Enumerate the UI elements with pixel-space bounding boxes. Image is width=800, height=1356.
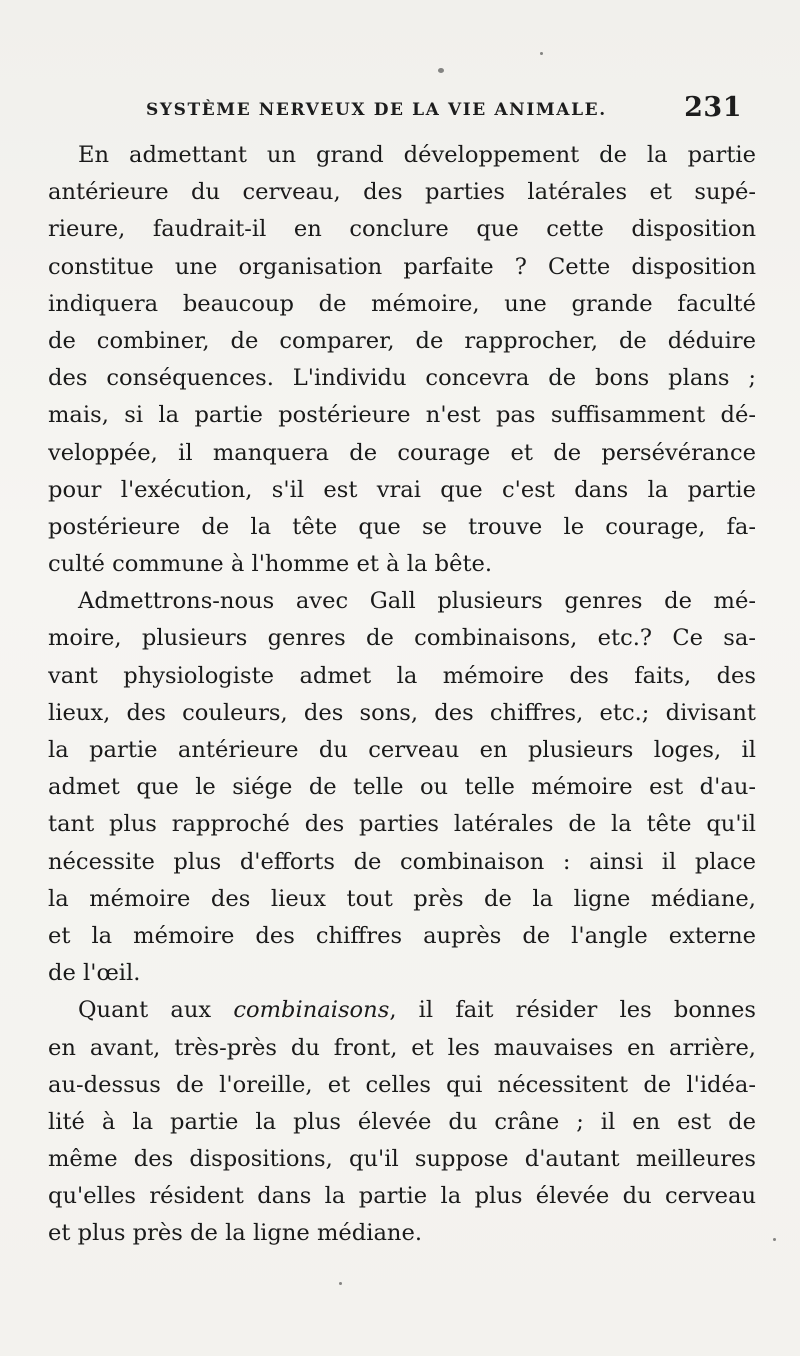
- text-line: constitue une organisation parfaite ? Cette disposition: [48, 253, 756, 280]
- text-line: postérieure de la tête que se trouve le courage, fa-: [48, 513, 756, 540]
- text-line: et plus près de la ligne médiane.: [48, 1220, 423, 1247]
- text-segment: Quant aux: [78, 997, 212, 1024]
- text-line: indiquera beaucoup de mémoire, une grande faculté: [48, 290, 756, 317]
- text-line: au-dessus de l'oreille, et celles qui nécessitent de l'idéa-: [48, 1071, 756, 1098]
- text-line: [48, 992, 756, 1029]
- text-line: tant plus rapproché des parties latérales de la tête qu'il: [48, 811, 756, 838]
- text-line: antérieure du cerveau, des parties latérales et supé-: [48, 179, 756, 206]
- text-line: et la mémoire des chiffres auprès de l'angle externe: [48, 922, 756, 949]
- page-number: 231: [684, 92, 742, 123]
- text-line: de combiner, de comparer, de rapprocher, de déduire: [48, 327, 756, 354]
- page-header: [140, 92, 760, 128]
- text-body: [48, 137, 756, 1253]
- paper-speck: [540, 52, 543, 55]
- paragraph-3: [48, 992, 756, 1252]
- text-line: la mémoire des lieux tout près de la ligne médiane,: [48, 885, 756, 912]
- text-line: la partie antérieure du cerveau en plusieurs loges, il: [48, 737, 756, 763]
- text-line: même des dispositions, qu'il suppose d'autant meilleures: [48, 1146, 756, 1173]
- text-line: en avant, très-près du front, et les mauvaises en arrière,: [48, 1034, 756, 1061]
- paragraph-2: [48, 583, 756, 992]
- text-line: qu'elles résident dans la partie la plus élevée du cerveau: [48, 1183, 756, 1210]
- paragraph-1: [48, 137, 756, 583]
- text-line: des conséquences. L'individu concevra de bons plans ;: [48, 365, 756, 392]
- text-line: En admettant un grand développement de la partie: [78, 142, 756, 168]
- text-line: vant physiologiste admet la mémoire des faits, des: [48, 662, 756, 689]
- text-line: rieure, faudrait-il en conclure que cette disposition: [48, 216, 756, 243]
- text-line: veloppée, il manquera de courage et de persévérance: [48, 439, 756, 466]
- text-line: moire, plusieurs genres de combinaisons, etc.? Ce sa-: [48, 625, 756, 652]
- italic-term: combinaisons: [233, 997, 390, 1024]
- text-line: lité à la partie la plus élevée du crâne ; il en est de: [48, 1108, 756, 1135]
- text-line: culté commune à l'homme et à la bête.: [48, 551, 493, 578]
- text-line: de l'œil.: [48, 960, 141, 987]
- text-line: lieux, des couleurs, des sons, des chiffres, etc.; divisant: [48, 699, 756, 726]
- paper-speck: [339, 1282, 342, 1285]
- text-line: pour l'exécution, s'il est vrai que c'est dans la partie: [48, 476, 756, 503]
- paper-speck: [438, 68, 444, 73]
- text-line: mais, si la partie postérieure n'est pas suffisamment dé-: [48, 402, 756, 429]
- text-line: admet que le siége de telle ou telle mémoire est d'au-: [48, 774, 756, 801]
- text-segment: , il fait résider les bonnes: [389, 997, 756, 1024]
- text-line: Admettrons-nous avec Gall plusieurs genres de mé-: [78, 588, 756, 615]
- paper-speck: [773, 1238, 776, 1241]
- text-line: nécessite plus d'efforts de combinaison : ainsi il place: [48, 848, 756, 875]
- running-head: SYSTÈME NERVEUX DE LA VIE ANIMALE.: [146, 100, 607, 120]
